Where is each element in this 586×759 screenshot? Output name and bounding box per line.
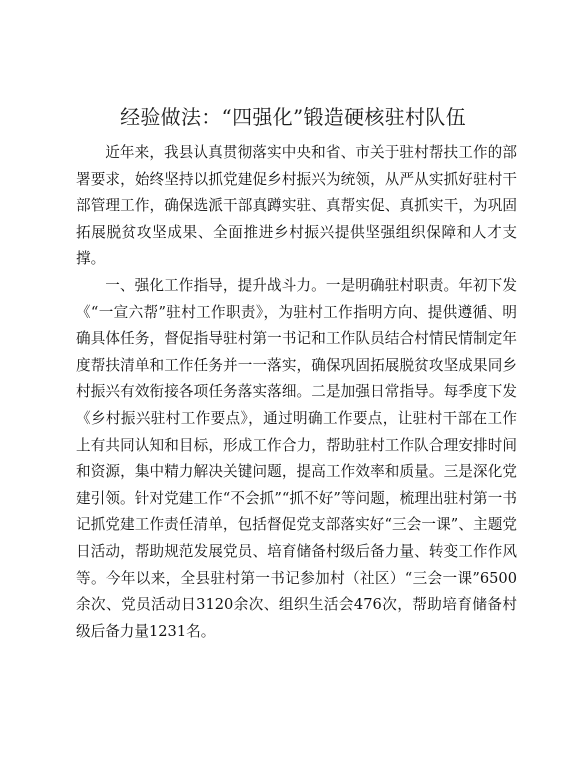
- document-title: 经验做法：“四强化”锻造硬核驻村队伍: [120, 105, 466, 129]
- intro-paragraph: 近年来，我县认真贯彻落实中央和省、市关于驻村帮扶工作的部署要求，始终坚持以抓党建促乡村振兴为统领，从严从实抓好驻村干部管理工作，确保选派干部真蹲实驻、真帮实促、真抓实干，为巩固拓展脱贫攻坚成果、全面推进乡村振兴提供坚强组织保障和人才支撑。: [76, 144, 517, 268]
- section-one-paragraph: 一、强化工作指导，提升战斗力。一是明确驻村职责。年初下发《“一宣六帮”驻村工作职责》，为驻村工作指明方向、提供遵循、明确具体任务，督促指导驻村第一书记和工作队员结合村情民情制定年度帮扶清单和工作任务并一一落实，确保巩固拓展脱贫攻坚成果同乡村振兴有效衔接各项任务落实落细。二是加强日常指导。每季度下发《乡村振兴驻村工作要点》，通过明确工作要点，让驻村干部在工作上有共同认知和目标，形成工作合力，帮助驻村工作队合理安排时间和资源，集中精力解决关键问题，提高工作效率和质量。三是深化党建引领。针对党建工作“不会抓”“抓不好”等问题，梳理出驻村第一书记抓党建工作责任清单，包括督促党支部落实好“三会一课”、主题党日活动，帮助规范发展党员、培育储备村级后备力量、转变工作作风等。今年以来，全县驻村第一书记参加村（社区）“三会一课”6500余次、党员活动日3120余次、组织生活会476次，帮助培育储备村级后备力量1231名。: [76, 276, 517, 640]
- document-body: [76, 140, 517, 645]
